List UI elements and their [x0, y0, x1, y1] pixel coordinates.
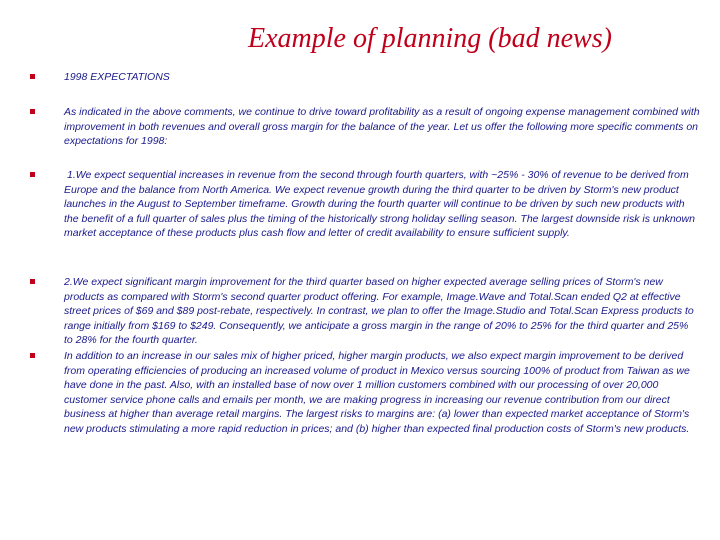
bullet-item-revenue-expectations — [64, 168, 700, 241]
square-bullet-icon — [30, 353, 35, 358]
bullet-text: In addition to an increase in our sales mix of higher priced, higher margin products, we also expect margin improvement to be derived from operating efficiencies of producing an increased volume of product in Mexico versus sourcing 100% of product from Taiwan as we have done in the past. Also, with an installed base of now over 1 million customers combined with our processing of over 20,000 customer service phone calls and emails per month, we are making progress in increasing our revenue contribution from our direct business at higher than average retail margins. The largest risks to margins are: (a) lower than expected market acceptance of Storm's new products stimulating a more rapid reduction in prices; and (b) higher than expected final production costs of Storm's new products. — [64, 350, 690, 435]
square-bullet-icon — [30, 279, 35, 284]
square-bullet-icon — [30, 74, 35, 79]
slide-title: Example of planning (bad news) — [248, 23, 612, 54]
bullet-text: As indicated in the above comments, we continue to drive toward profitability as a result of ongoing expense management combined with improvement in both revenues and overall gross margin for the balance of the year. Let us offer the following more specific comments on expectations for 1998: — [64, 106, 700, 147]
bullet-text: 1998 EXPECTATIONS — [64, 71, 170, 83]
bullet-item-introduction — [64, 105, 700, 149]
bullet-item-expectations-heading — [64, 70, 700, 85]
bullet-text: 1.We expect sequential increases in revenue from the second through fourth quarters, with ~25% - 30% of revenue to be derived from Europe and the balance from North America. We expect revenue growth during the third quarter to be driven by Storm's new product launches in the August to September timeframe. Growth during the fourth quarter will continue to be driven by such new products with the benefit of a full quarter of sales plus the timing of the historically strong holiday selling season. The largest downside risk is unknown market acceptance of these products plus cash flow and letter of credit availability to ensure sufficient supply. — [64, 169, 695, 239]
bullet-item-margin-improvement — [64, 349, 700, 436]
square-bullet-icon — [30, 172, 35, 177]
bullet-text: 2.We expect significant margin improvement for the third quarter based on higher expected average selling prices of Storm's new products as compared with Storm's second quarter product offering. For example, Image.Wave and Total.Scan ended Q2 at effective street prices of $69 and $89 post-rebate, respectively. In contrast, we plan to offer the Image.Studio and Total.Scan Express products to range initially from $169 to $249. Consequently, we anticipate a gross margin in the range of 20% to 25% for the third quarter and 25% to 28% for the fourth quarter. — [64, 276, 694, 346]
square-bullet-icon — [30, 109, 35, 114]
bullet-item-margin-expectations — [64, 275, 700, 348]
